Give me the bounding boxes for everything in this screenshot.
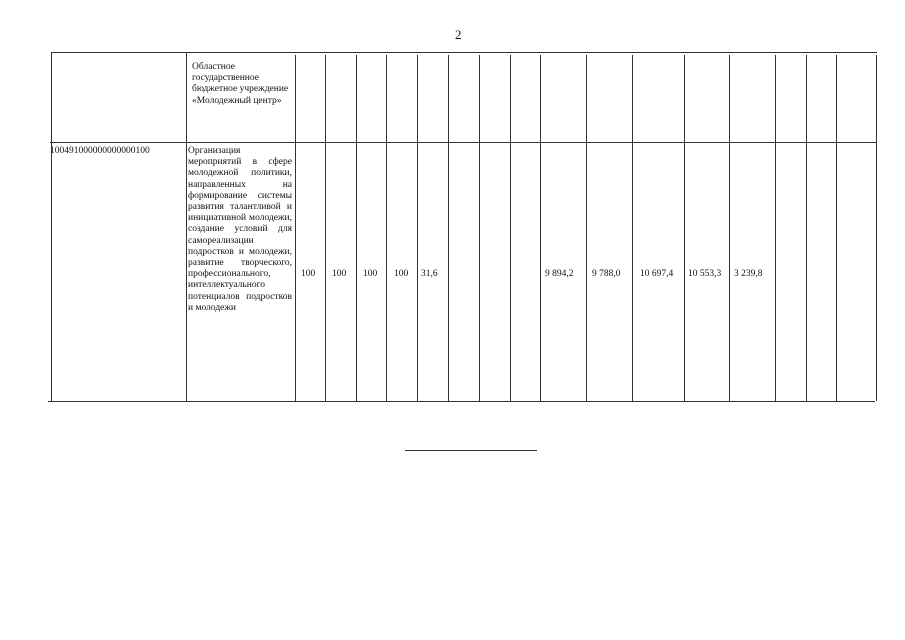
- col-divider: [186, 52, 187, 401]
- closing-line: [405, 450, 537, 451]
- activity-code-cell: 100491000000000000100: [50, 146, 150, 156]
- col-divider: [632, 55, 633, 401]
- table-border-top: [52, 52, 877, 53]
- value-cell: 31,6: [421, 269, 438, 279]
- col-divider: [836, 55, 837, 401]
- value-cell: 9 894,2: [545, 269, 574, 279]
- value-cell: 3 239,8: [734, 269, 763, 279]
- value-cell: 100: [301, 269, 316, 279]
- col-divider: [325, 55, 326, 401]
- col-divider: [775, 55, 776, 401]
- table-border-left: [51, 52, 52, 401]
- col-divider: [356, 55, 357, 401]
- table-border-bottom: [48, 401, 875, 402]
- col-divider: [417, 55, 418, 401]
- col-divider: [448, 55, 449, 401]
- page-number: 2: [455, 27, 462, 42]
- col-divider: [540, 55, 541, 401]
- activity-name-cell: Организация мероприятий в сфере молодежной политики, направленных на формирование системы развития талантливой и инициативной молодежи, создание условий для самореализации подростков и молодежи, развитие творческого, профессионального, интеллектуального потенциалов подростков и молодежи: [188, 146, 292, 313]
- col-divider: [386, 55, 387, 401]
- value-cell: 10 553,3: [688, 269, 722, 279]
- col-divider: [510, 55, 511, 401]
- col-divider: [684, 55, 685, 401]
- value-cell: 9 788,0: [592, 269, 621, 279]
- table-row-divider: [50, 142, 876, 143]
- org-name-cell: Областное государственное бюджетное учреждение «Молодежный центр»: [192, 62, 289, 106]
- value-cell: 10 697,4: [640, 269, 674, 279]
- col-divider: [806, 55, 807, 401]
- col-divider: [295, 55, 296, 401]
- table-border-right: [876, 55, 877, 401]
- col-divider: [729, 55, 730, 401]
- col-divider: [586, 55, 587, 401]
- value-cell: 100: [332, 269, 347, 279]
- value-cell: 100: [363, 269, 378, 279]
- value-cell: 100: [394, 269, 409, 279]
- col-divider: [479, 55, 480, 401]
